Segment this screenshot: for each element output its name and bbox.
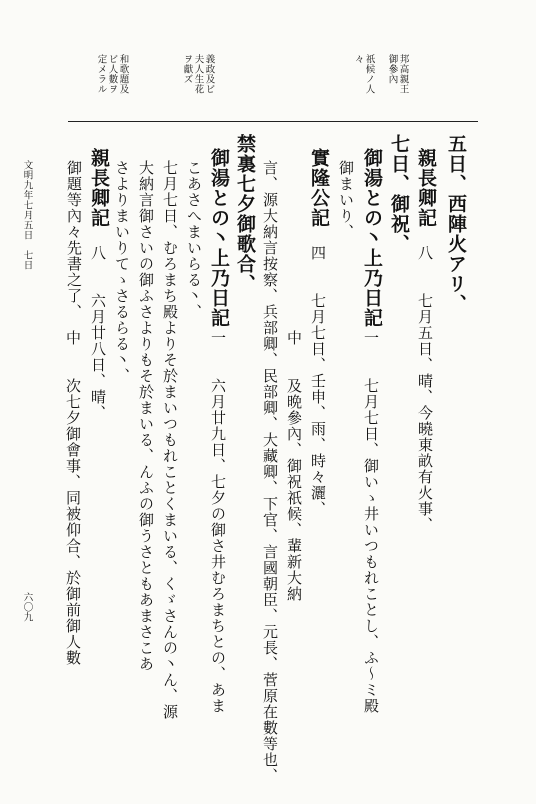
margin-note-2b: 々 bbox=[352, 54, 364, 64]
oyudono-1-cont: 御まいり、 bbox=[337, 160, 355, 240]
oyudono-2-cont-4: さよりまいりてゝさるらる丶、 bbox=[113, 160, 131, 384]
margin-note-1b: 御參內 bbox=[386, 54, 398, 84]
source-chikanaga-1: 親長卿記 bbox=[415, 148, 437, 228]
margin-note-3c: ヲ獻ズ bbox=[181, 54, 193, 84]
chikanaga-2-text-2: 中 次七夕御會事、同被仰合、於御前御人數 bbox=[64, 330, 82, 666]
margin-note-3b: 夫人生花 bbox=[192, 54, 204, 94]
oyudono-1-text: 一 七月七日、御いゝ井いつもれことし、ふ〜ミ殿 bbox=[362, 330, 380, 714]
entry-tanabata: 禁裏七夕御歌合、 bbox=[234, 134, 256, 294]
entry-7th: 七日、御祝、 bbox=[388, 134, 410, 254]
margin-note-1a: 邦高親王 bbox=[397, 54, 409, 94]
running-head: 文明九年七月五日 七日 bbox=[21, 160, 33, 270]
sanetaka-text: 四 七月七日、壬申、雨、時々灑、 bbox=[309, 245, 327, 517]
source-oyudono-1: 御湯との丶上乃日記 bbox=[361, 148, 383, 328]
header-rule bbox=[68, 121, 478, 122]
chikanaga-2-text: 八 六月廿八日、晴、 bbox=[89, 245, 107, 421]
chikanaga-1-text: 八 七月五日、晴、今曉東畝有火事、 bbox=[416, 245, 434, 533]
chikanaga-2-cont: 御題等內々先書之了、 bbox=[65, 160, 83, 320]
margin-note-2a: 祇候ノ人 bbox=[363, 54, 375, 94]
entry-5th: 五日、西陣火アリ、 bbox=[445, 134, 467, 314]
margin-note-3a: 義政及ビ bbox=[203, 54, 215, 94]
margin-note-4c: 定メラル bbox=[95, 54, 107, 94]
source-sanetaka: 實隆公記 bbox=[308, 148, 330, 228]
page-number: 六〇九 bbox=[21, 592, 33, 622]
oyudono-2-cont: こあさへまいらる丶、 bbox=[185, 160, 203, 320]
margin-note-4a: 和歌題及 bbox=[117, 54, 129, 94]
oyudono-2-text: 一 六月廿九日、七夕の御さ井むろまちとの、あま bbox=[209, 330, 227, 714]
oyudono-2-cont-3: 大納言御さいの御ふさよりもそ於まいる、んふの御うさともあまさこあ bbox=[137, 160, 155, 672]
source-oyudono-2: 御湯との丶上乃日記 bbox=[208, 148, 230, 328]
sanetaka-text-3: 言、源大納言按察、兵部卿、民部卿、大藏卿、下官、言國朝臣、元長、菅原在數等也、 bbox=[261, 160, 279, 784]
sanetaka-text-2: 中 及晩參內、御祝祇候、輩新大納 bbox=[285, 330, 303, 602]
source-chikanaga-2: 親長卿記 bbox=[88, 148, 110, 228]
margin-note-4b: ビ人數ヲ bbox=[106, 54, 118, 94]
oyudono-2-cont-2: 七月七日、むろまち殿よりそ於まいつもれことくまいる、くゞさんの丶ん、源 bbox=[161, 160, 179, 720]
